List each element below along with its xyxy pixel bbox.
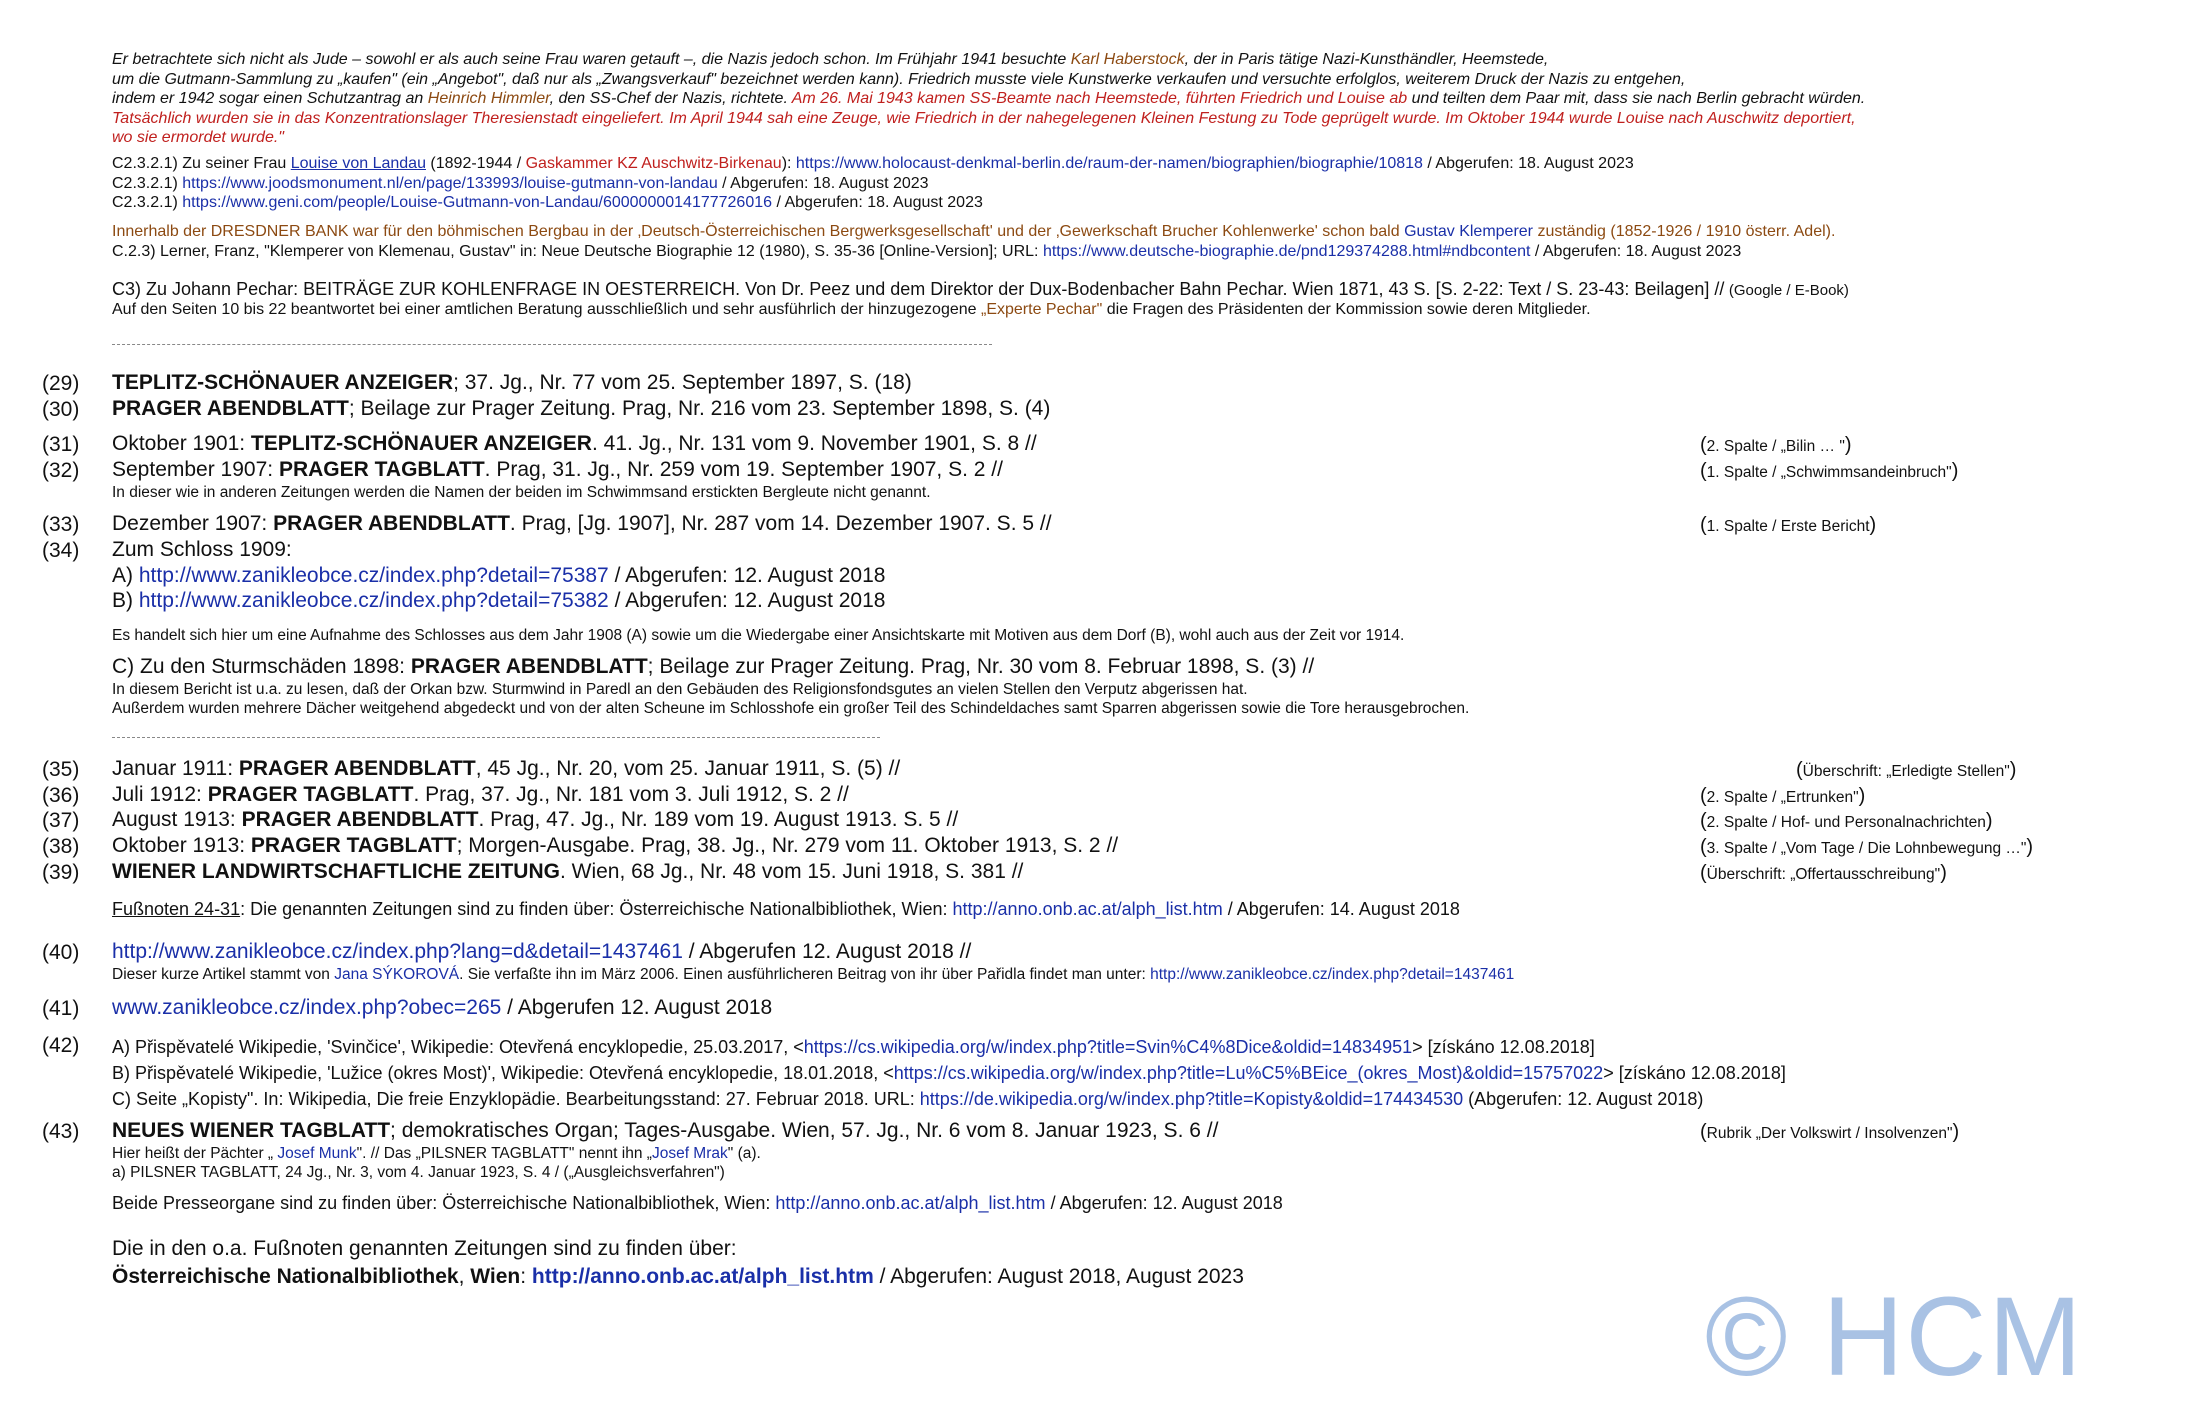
footnote-43-note: (Rubrik „Der Volkswirt / Insolvenzen") [1700, 1121, 1960, 1143]
note-c2321-b: C2.3.2.1) https://www.joodsmonument.nl/en/page/133993/louise-gutmann-von-landau / Abgerufen: 18. August 2023 [112, 174, 929, 192]
footnote-33: Dezember 1907: PRAGER ABENDBLATT. Prag, [Jg. 1907], Nr. 287 vom 14. Dezember 1907. S. 5 // [112, 512, 1052, 535]
intro-line-2: um die Gutmann-Sammlung zu „kaufen" (ein „Angebot", daß nur als „Zwangsverkauf" bezeichnet werden kann). Friedrich musste viele Kunstwerke verkaufen und versuchte erfolglos, weiterem Druck der Nazis zu entgehen, [112, 70, 1686, 88]
footnote-43-a: a) PILSNER TAGBLATT, 24 Jg., Nr. 3, vom 4. Januar 1923, S. 4 / („Ausgleichsverfahren") [112, 1164, 725, 1181]
footnotes-24-31: Fußnoten 24-31: Die genannten Zeitungen sind zu finden über: Österreichische Nationalbibliothek, Wien: http://anno.onb.ac.at/alph_list.htm / Abgerufen: 14. August 2018 [112, 899, 1460, 919]
footnote-number-32: (32) [42, 459, 80, 482]
link-deutsche-biographie[interactable]: https://www.deutsche-biographie.de/pnd129374288.html#ndbcontent [1042, 242, 1531, 260]
link-holocaust-denkmal[interactable]: https://www.holocaust-denkmal-berlin.de/raum-der-namen/biographien/biographie/10818 [795, 155, 1423, 172]
link-josef-munk[interactable]: Josef Munk [277, 1145, 357, 1162]
footnote-number-42: (42) [42, 1034, 80, 1057]
footnote-number-31: (31) [42, 433, 80, 456]
footnote-number-41: (41) [42, 997, 80, 1020]
note-c3-a: C3) Zu Johann Pechar: BEITRÄGE ZUR KOHLENFRAGE IN OESTERREICH. Von Dr. Peez und dem Direktor der Dux-Bodenbacher Bahn Pechar. Wien 1871, 43 S. [S. 2-22: Text / S. 23-43: Beilagen] // (Google / E-Book) [112, 279, 1849, 299]
footnote-34-a: A) http://www.zanikleobce.cz/index.php?detail=75387 / Abgerufen: 12. August 2018 [112, 564, 886, 587]
footnote-34-d2: Außerdem wurden mehrere Dächer weitgehend abgedeckt und von der alten Scheune im Schlosshofe ein großer Teil des Schindeldaches samt Sparren abgerissen sowie die Tore herausgebrochen. [112, 700, 1470, 717]
footnote-31: Oktober 1901: TEPLITZ-SCHÖNAUER ANZEIGER. 41. Jg., Nr. 131 vom 9. November 1901, S. 8 // [112, 432, 1037, 455]
footnote-33-note: (1. Spalte / Erste Bericht) [1700, 514, 1877, 536]
link-anno-onb-3[interactable]: http://anno.onb.ac.at/alph_list.htm [531, 1265, 874, 1288]
footnote-number-35: (35) [42, 758, 80, 781]
footnote-31-note: (2. Spalte / „Bilin … ") [1700, 434, 1852, 456]
copyright-watermark: © HCM [1705, 1274, 2084, 1399]
link-zanikleobce-1437461[interactable]: http://www.zanikleobce.cz/index.php?lang=d&detail=1437461 [112, 940, 683, 963]
footnote-29: TEPLITZ-SCHÖNAUER ANZEIGER; 37. Jg., Nr. 77 vom 25. September 1897, S. (18) [112, 371, 912, 394]
link-gustav-klemperer[interactable]: Gustav Klemperer [1404, 223, 1533, 240]
intro-line-5: wo sie ermordet wurde." [112, 129, 284, 146]
final-line-1: Die in den o.a. Fußnoten genannten Zeitungen sind zu finden über: [112, 1237, 737, 1260]
footnote-32-note: (1. Spalte / „Schwimmsandeinbruch") [1700, 460, 1959, 482]
footnote-number-36: (36) [42, 784, 80, 807]
link-wiki-luzice[interactable]: https://cs.wikipedia.org/w/index.php?title=Lu%C5%BEice_(okres_Most)&oldid=15757022 [893, 1063, 1604, 1083]
intro-line-3: indem er 1942 sogar einen Schutzantrag an Heinrich Himmler, den SS-Chef der Nazis, richtete. Am 26. Mai 1943 kamen SS-Beamte nach Heemstede, führten Friedrich und Louise ab und teilten dem Paar mit, dass sie nach Berlin gebracht würden. [112, 90, 1866, 107]
note-c3-b: Auf den Seiten 10 bis 22 beantwortet bei einer amtlichen Beratung ausschließlich und sehr ausführlich der hinzugezogene „Experte Pechar" die Fragen des Präsidenten der Kommission sowie deren Mitglieder. [112, 301, 1591, 318]
footnote-34-c: C) Zu den Sturmschäden 1898: PRAGER ABENDBLATT; Beilage zur Prager Zeitung. Prag, Nr. 30 vom 8. Februar 1898, S. (3) // [112, 655, 1315, 678]
note-c2321-a: C2.3.2.1) Zu seiner Frau Louise von Landau (1892-1944 / Gaskammer KZ Auschwitz-Birkenau): https://www.holocaust-denkmal-berlin.de/raum-der-namen/biographien/biographie/10818 / Abgerufen: 18. August 2023 [112, 155, 1634, 172]
footnote-34-d1: In diesem Bericht ist u.a. zu lesen, daß der Orkan bzw. Sturmwind in Paredl an den Gebäuden des Religionsfondsgutes an vielen Stellen den Verputz abgerissen hat. [112, 681, 1248, 698]
footnote-42-c: C) Seite „Kopisty". In: Wikipedia, Die freie Enzyklopädie. Bearbeitungsstand: 27. Februar 2018. URL: https://de.wikipedia.org/w/index.php?title=Kopisty&oldid=174434530 (Abgerufen: 12. August 2018) [112, 1089, 1704, 1109]
footnote-42-a: A) Přispěvatelé Wikipedie, 'Svinčice', Wikipedie: Otevřená encyklopedie, 25.03.2017, <https://cs.wikipedia.org/w/index.php?title=Svin%C4%8Dice&oldid=14834951> [získáno 12.08.2018] [112, 1037, 1595, 1057]
footnote-35-note: (Überschrift: „Erledigte Stellen") [1796, 759, 2017, 781]
link-joodsmonument[interactable]: https://www.joodsmonument.nl/en/page/133993/louise-gutmann-von-landau [182, 174, 718, 192]
note-c2321-c: C2.3.2.1) https://www.geni.com/people/Louise-Gutmann-von-Landau/6000000014177726016 / Abgerufen: 18. August 2023 [112, 194, 983, 211]
footnote-42-b: B) Přispěvatelé Wikipedie, 'Lužice (okres Most)', Wikipedie: Otevřená encyklopedie, 18.01.2018, <https://cs.wikipedia.org/w/index.php?title=Lu%C5%BEice_(okres_Most)&oldid=15757022> [získáno 12.08.2018] [112, 1063, 1786, 1083]
footnote-number-34: (34) [42, 539, 80, 562]
note-c23 [112, 222, 1835, 261]
footnote-number-38: (38) [42, 835, 80, 858]
intro-line-4: Tatsächlich wurden sie in das Konzentrationslager Theresienstadt eingeliefert. Im April 1944 sah eine Zeuge, wie Friedrich in der nahegelegenen Kleinen Festung zu Tode geprügelt wurde. Im Oktober 1944 wurde Louise nach Auschwitz deportiert, [112, 109, 1856, 127]
link-josef-mrak[interactable]: Josef Mrak [651, 1145, 728, 1162]
footnote-39-note: (Überschrift: „Offertausschreibung") [1700, 862, 1947, 884]
link-louise-von-landau[interactable]: Louise von Landau [290, 155, 426, 172]
footnote-32-sub: In dieser wie in anderen Zeitungen werden die Namen der beiden im Schwimmsand erstickten Bergleute nicht genannt. [112, 484, 931, 501]
footnote-number-29: (29) [42, 372, 80, 395]
footnote-39: WIENER LANDWIRTSCHAFTLICHE ZEITUNG. Wien, 68 Jg., Nr. 48 vom 15. Juni 1918, S. 381 // [112, 860, 1024, 883]
footnote-number-40: (40) [42, 941, 80, 964]
link-wiki-svincice[interactable]: https://cs.wikipedia.org/w/index.php?title=Svin%C4%8Dice&oldid=14834951 [803, 1037, 1413, 1057]
footnote-40: http://www.zanikleobce.cz/index.php?lang=d&detail=1437461 / Abgerufen 12. August 2018 // [112, 940, 972, 963]
link-heinrich-himmler[interactable]: Heinrich Himmler [427, 90, 550, 107]
footnote-37-note: (2. Spalte / Hof- und Personalnachrichten) [1700, 810, 1993, 832]
footnote-42 [112, 1034, 1786, 1112]
note-c23-a: Innerhalb der DRESDNER BANK war für den böhmischen Bergbau in der ‚Deutsch-Österreichischen Bergwerksgesellschaft' und der ‚Gewerkschaft Brucher Kohlenwerke' schon bald Gustav Klemperer zuständig (1852-1926 / 1910 österr. Adel). [112, 223, 1836, 240]
footnote-34-desc: Es handelt sich hier um eine Aufnahme des Schlosses aus dem Jahr 1908 (A) sowie um die Wiedergabe einer Ansichtskarte mit Motiven aus dem Dorf (B), wohl auch aus der Zeit vor 1914. [112, 627, 1405, 644]
footnote-number-33: (33) [42, 513, 80, 536]
link-zanikleobce-75387[interactable]: http://www.zanikleobce.cz/index.php?detail=75387 [138, 564, 609, 587]
intro-line-1: Er betrachtete sich nicht als Jude – sowohl er als auch seine Frau waren getauft –, die Nazis jedoch schon. Im Frühjahr 1941 besuchte Karl Haberstock, der in Paris tätige Nazi-Kunsthändler, Heemstede, [112, 51, 1549, 68]
footnote-34-b: B) http://www.zanikleobce.cz/index.php?detail=75382 / Abgerufen: 12. August 2018 [112, 589, 886, 612]
link-jana-sykorova[interactable]: Jana SÝKOROVÁ [334, 966, 460, 983]
footnote-41: www.zanikleobce.cz/index.php?obec=265 / Abgerufen 12. August 2018 [112, 996, 773, 1019]
note-c23-b: C.2.3) Lerner, Franz, "Klemperer von Klemenau, Gustav" in: Neue Deutsche Biographie 12 (1980), S. 35-36 [Online-Version]; URL: https://www.deutsche-biographie.de/pnd129374288.html#ndbcontent / Abgerufen: 18. August 2023 [112, 242, 1742, 260]
footnote-number-37: (37) [42, 809, 80, 832]
final-line-2: Österreichische Nationalbibliothek, Wien: http://anno.onb.ac.at/alph_list.htm / Abgerufen: August 2018, August 2023 [112, 1265, 1244, 1288]
footnote-32: September 1907: PRAGER TAGBLATT. Prag, 31. Jg., Nr. 259 vom 19. September 1907, S. 2 // [112, 458, 1003, 481]
footnote-number-39: (39) [42, 861, 80, 884]
divider-1 [112, 344, 992, 345]
note-c2321 [112, 154, 1634, 213]
link-geni[interactable]: https://www.geni.com/people/Louise-Gutmann-von-Landau/6000000014177726016 [182, 194, 773, 211]
footnote-34-head: Zum Schloss 1909: [112, 538, 292, 561]
link-karl-haberstock[interactable]: Karl Haberstock [1070, 51, 1185, 68]
footnote-37: August 1913: PRAGER ABENDBLATT. Prag, 47. Jg., Nr. 189 vom 19. August 1913. S. 5 // [112, 808, 959, 831]
footnote-43: NEUES WIENER TAGBLATT; demokratisches Organ; Tages-Ausgabe. Wien, 57. Jg., Nr. 6 vom 8. Januar 1923, S. 6 // [112, 1119, 1219, 1142]
footnote-38-note: (3. Spalte / „Vom Tage / Die Lohnbewegung …") [1700, 836, 2034, 858]
footnote-43-sub: Hier heißt der Pächter „ Josef Munk". // Das „PILSNER TAGBLATT" nennt ihn „Josef Mrak" (a). [112, 1145, 761, 1162]
footnote-38: Oktober 1913: PRAGER TAGBLATT; Morgen-Ausgabe. Prag, 38. Jg., Nr. 279 vom 11. Oktober 1913, S. 2 // [112, 834, 1119, 857]
footnote-number-30: (30) [42, 398, 80, 421]
footnote-30: PRAGER ABENDBLATT; Beilage zur Prager Zeitung. Prag, Nr. 216 vom 23. September 1898, S. (4) [112, 397, 1051, 420]
link-zanikleobce-265[interactable]: www.zanikleobce.cz/index.php?obec=265 [112, 996, 502, 1019]
footnote-number-43: (43) [42, 1120, 80, 1143]
link-anno-onb-2[interactable]: http://anno.onb.ac.at/alph_list.htm [775, 1193, 1046, 1213]
footnote-36: Juli 1912: PRAGER TAGBLATT. Prag, 37. Jg., Nr. 181 vom 3. Juli 1912, S. 2 // [112, 783, 849, 806]
divider-2 [112, 737, 880, 738]
intro-paragraph [112, 50, 1865, 148]
link-anno-onb-1[interactable]: http://anno.onb.ac.at/alph_list.htm [952, 899, 1223, 919]
footnote-36-note: (2. Spalte / „Ertrunken") [1700, 785, 1866, 807]
final-note [112, 1236, 1244, 1290]
link-wiki-kopisty[interactable]: https://de.wikipedia.org/w/index.php?title=Kopisty&oldid=174434530 [919, 1089, 1464, 1109]
link-zanikleobce-75382[interactable]: http://www.zanikleobce.cz/index.php?detail=75382 [138, 589, 609, 612]
note-c3 [112, 279, 1849, 320]
footnote-35: Januar 1911: PRAGER ABENDBLATT, 45 Jg., Nr. 20, vom 25. Januar 1911, S. (5) // [112, 757, 901, 780]
footnote-40-sub: Dieser kurze Artikel stammt von Jana SÝKOROVÁ. Sie verfaßte ihn im März 2006. Einen ausführlicheren Beitrag von ihr über Pařidla findet man unter: http://www.zanikleobce.cz/index.php?detail=1437461 [112, 966, 1515, 983]
link-zanikleobce-1437461-b[interactable]: http://www.zanikleobce.cz/index.php?detail=1437461 [1150, 966, 1515, 983]
footnote-43-sources: Beide Presseorgane sind zu finden über: Österreichische Nationalbibliothek, Wien: http://anno.onb.ac.at/alph_list.htm / Abgerufen: 12. August 2018 [112, 1193, 1283, 1213]
